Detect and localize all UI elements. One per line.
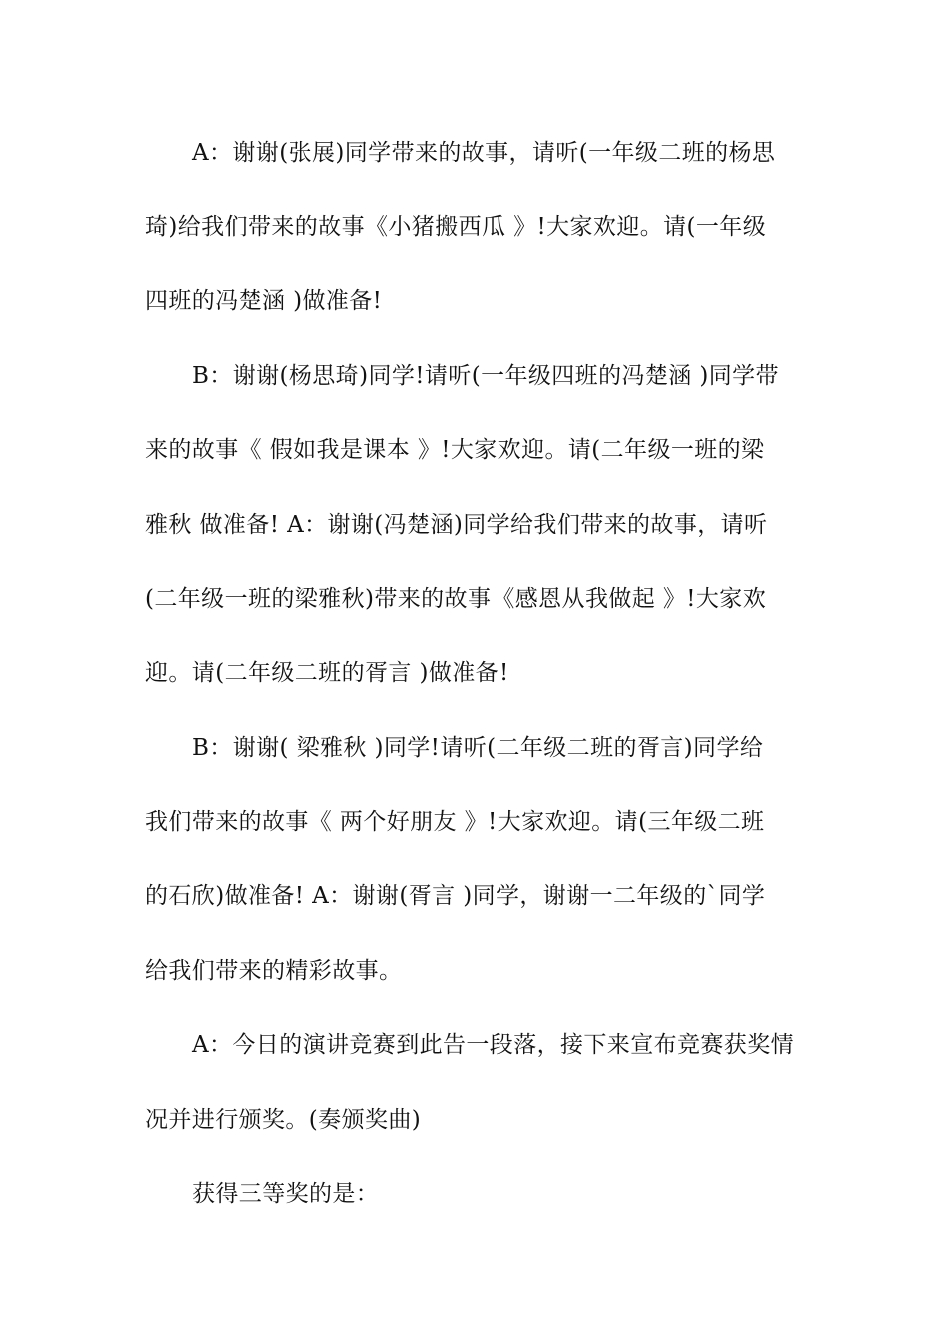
paragraph-line: B：谢谢(杨思琦)同学!请听(一年级四班的冯楚涵 )同学带	[192, 363, 779, 389]
paragraph-line: 四班的冯楚涵 )做准备!	[145, 288, 383, 314]
paragraph-line: 的石欣)做准备! A：谢谢(胥言 )同学，谢谢一二年级的`同学	[145, 883, 766, 909]
paragraph-line: 我们带来的故事《 两个好朋友 》!大家欢迎。请(三年级二班	[145, 809, 765, 835]
paragraph-line: 迎。请(二年级二班的胥言 )做准备!	[145, 660, 509, 686]
paragraph-line: A：今日的演讲竞赛到此告一段落，接下来宣布竞赛获奖情	[192, 1032, 795, 1058]
paragraph-line: 来的故事《 假如我是课本 》!大家欢迎。请(二年级一班的梁	[145, 437, 765, 463]
paragraph-line: 琦)给我们带来的故事《小猪搬西瓜 》!大家欢迎。请(一年级	[145, 214, 767, 240]
paragraph-line: 况并进行颁奖。(奏颁奖曲)	[145, 1107, 422, 1133]
paragraph-line: B：谢谢( 梁雅秋 )同学!请听(二年级二班的胥言)同学给	[192, 735, 764, 761]
paragraph-line: 给我们带来的精彩故事。	[145, 958, 403, 984]
paragraph-line: A：谢谢(张展)同学带来的故事，请听(一年级二班的杨思	[192, 140, 776, 166]
paragraph-line: 雅秋 做准备! A：谢谢(冯楚涵)同学给我们带来的故事，请听	[145, 512, 768, 538]
paragraph-line: 获得三等奖的是：	[192, 1181, 380, 1207]
paragraph-line: (二年级一班的梁雅秋)带来的故事《感恩从我做起 》!大家欢	[145, 586, 767, 612]
